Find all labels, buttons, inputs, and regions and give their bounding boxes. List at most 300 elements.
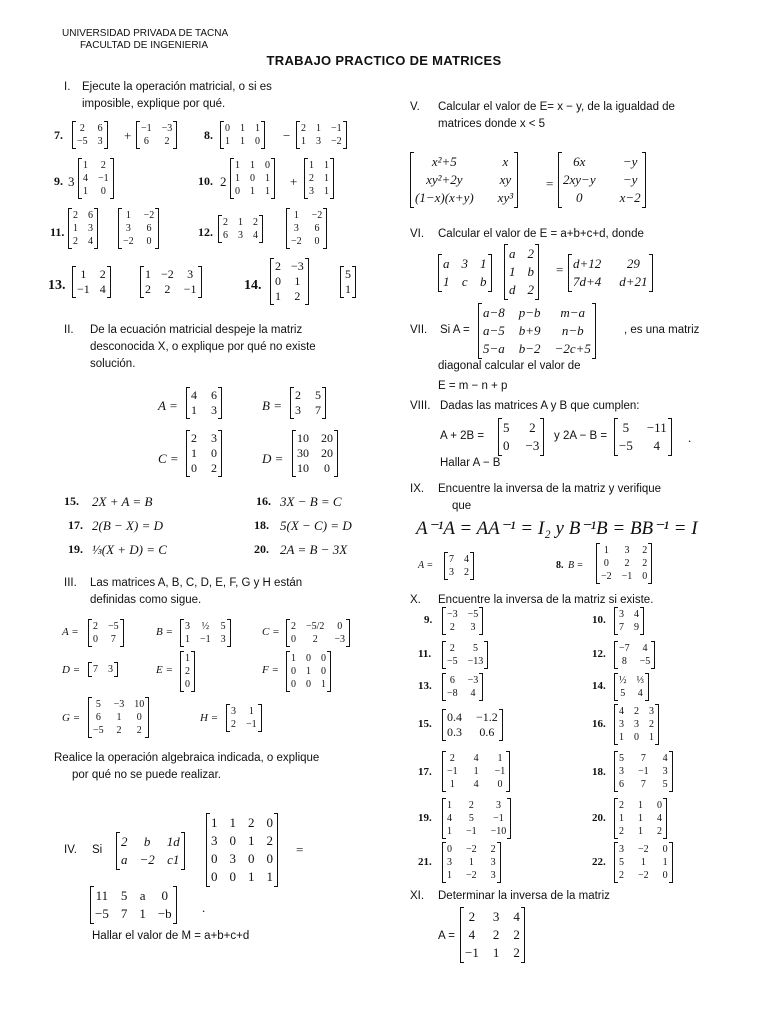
matrix-cell: 2 — [295, 388, 301, 402]
matrix-cell: 1 — [293, 210, 299, 221]
x-12-matrix — [614, 641, 655, 669]
matrix-cell: 2 — [619, 800, 624, 811]
matrix-cell: 4 — [191, 388, 197, 402]
matrix-cell: 0 — [634, 732, 639, 743]
matrix-cell: −3 — [113, 699, 125, 710]
matrix-cell: 3 — [649, 706, 654, 717]
section-ii-roman: II. — [64, 324, 74, 336]
matrix-cell: 0 — [447, 844, 452, 855]
x-19-matrix — [442, 798, 511, 839]
def-b-label: B = — [262, 398, 282, 413]
eq-19-number: 19. — [68, 542, 83, 556]
section-iv-roman: IV. — [64, 844, 78, 856]
matrix-cell: 3 — [634, 719, 639, 730]
matrix-cell: 1 — [638, 800, 643, 811]
section-viii-roman: VIII. — [410, 400, 431, 412]
matrix-cell: c — [461, 274, 468, 289]
matrix-cell: 2 — [642, 545, 648, 556]
matrix-cell: 0 — [100, 186, 106, 197]
problem-7-matrix-a — [72, 121, 108, 149]
def-c-matrix — [186, 430, 222, 477]
matrix-cell: 3 — [470, 622, 476, 633]
m-h-label: H = — [200, 712, 219, 724]
x-21-matrix — [442, 842, 501, 883]
x-15-matrix — [442, 709, 503, 741]
matrix-cell: −5 — [467, 609, 479, 620]
matrix-cell: 6 — [95, 712, 101, 723]
matrix-cell: 1 — [321, 679, 326, 690]
matrix-cell: 2 — [513, 945, 520, 960]
matrix-cell: 1 — [235, 160, 240, 171]
section-vii-roman: VII. — [410, 324, 428, 336]
matrix-cell: 1 — [73, 223, 78, 234]
section-viii-hallar: Hallar A − B — [440, 457, 501, 469]
matrix-cell: 0 — [497, 779, 503, 790]
matrix-cell: 1 — [468, 857, 474, 868]
eq-15-text: 2X + A = B — [92, 494, 153, 509]
matrix-cell: 4 — [468, 927, 476, 942]
matrix-cell: −1 — [246, 719, 257, 730]
matrix-cell: 5 — [220, 621, 226, 632]
matrix-cell: 5 — [619, 753, 624, 764]
matrix-cell: ⅓ — [636, 675, 644, 686]
section-xi-text: Determinar la inversa de la matriz — [438, 890, 610, 902]
eq-20-number: 20. — [254, 542, 269, 556]
faculty-name: FACULTAD DE INGENIERIA — [80, 40, 208, 51]
def-d-matrix — [292, 430, 338, 477]
matrix-cell: 2 — [529, 420, 536, 435]
matrix-cell: 1 — [603, 545, 609, 556]
matrix-cell: x — [502, 154, 509, 169]
section-iv-equals: = — [296, 842, 304, 857]
matrix-cell: −2 — [601, 571, 612, 582]
matrix-cell: 0 — [229, 869, 236, 884]
matrix-cell: xy — [499, 172, 512, 187]
m-g-label: G = — [62, 712, 81, 724]
matrix-cell: −2 — [638, 844, 649, 855]
section-iv-matrix-c — [90, 886, 177, 924]
matrix-cell: 0 — [503, 438, 510, 453]
section-iv-matrix-b — [206, 813, 278, 887]
matrix-cell: 1 — [345, 282, 351, 296]
problem-7-matrix-b — [136, 121, 177, 149]
matrix-cell: 1 — [185, 653, 190, 664]
matrix-cell: 3 — [238, 230, 243, 241]
matrix-cell: 1 — [509, 264, 516, 279]
matrix-cell: 3 — [211, 403, 217, 417]
matrix-cell: 6 — [146, 223, 152, 234]
matrix-cell: 2 — [116, 725, 122, 736]
matrix-cell: 5 — [620, 688, 626, 699]
matrix-cell: 1 — [275, 289, 281, 303]
matrix-cell: a — [121, 852, 128, 867]
matrix-cell: 3 — [108, 664, 113, 675]
matrix-cell: 1 — [306, 666, 311, 677]
x-10-matrix — [614, 607, 644, 635]
section-iii-text-2: definidas como sigue. — [90, 594, 202, 606]
problem-14-matrix-b — [340, 266, 356, 298]
matrix-cell: a−5 — [483, 323, 505, 338]
matrix-cell: −10 — [490, 826, 507, 837]
section-v-matrix-a — [410, 152, 518, 208]
section-ix-a-label: A = — [418, 560, 434, 571]
matrix-cell: 5 — [472, 643, 478, 654]
matrix-cell: 1 — [443, 274, 450, 289]
matrix-cell: 7 — [315, 403, 321, 417]
matrix-cell: −2 — [139, 852, 155, 867]
matrix-cell: −2 — [311, 210, 323, 221]
section-vii-tail: , es una matriz — [624, 324, 700, 336]
matrix-cell: 0 — [211, 446, 217, 460]
matrix-cell: 1 — [248, 869, 255, 884]
matrix-cell: 3 — [309, 186, 314, 197]
section-vii-text-2: diagonal calcular el valor de — [438, 360, 581, 372]
matrix-cell: 2 — [79, 123, 85, 134]
matrix-cell: 4 — [642, 643, 648, 654]
section-xi-roman: XI. — [410, 890, 425, 902]
matrix-cell: −3 — [291, 259, 304, 273]
section-v-text-1: Calcular el valor de E= x − y, de la igualdad de — [438, 101, 675, 113]
matrix-cell: 2 — [145, 282, 151, 296]
problem-7-number: 7. — [54, 128, 63, 142]
matrix-cell: 1 — [619, 732, 624, 743]
matrix-cell: 0 — [250, 173, 255, 184]
matrix-cell: 2 — [121, 834, 128, 849]
problem-10-scalar: 2 — [220, 174, 227, 189]
x-17-number: 17. — [418, 766, 432, 778]
matrix-cell: −1 — [466, 826, 477, 837]
matrix-cell: 2 — [624, 558, 630, 569]
matrix-cell: 1 — [240, 136, 245, 147]
matrix-cell: 1 — [619, 813, 624, 824]
matrix-cell: −y — [622, 154, 638, 169]
matrix-cell: 7 — [449, 554, 454, 565]
matrix-cell: 0 — [291, 634, 296, 645]
matrix-cell: d — [509, 282, 516, 297]
matrix-cell: 0 — [248, 851, 255, 866]
m-d-matrix — [88, 662, 118, 677]
section-vi-roman: VI. — [410, 228, 425, 240]
problem-12-matrix-b — [286, 208, 327, 249]
section-ix-b-matrix — [596, 543, 652, 584]
matrix-cell: 1 — [83, 160, 88, 171]
matrix-cell: 1 — [638, 826, 643, 837]
matrix-cell: 0 — [185, 679, 190, 690]
matrix-cell: 3 — [495, 800, 501, 811]
matrix-cell: −1 — [493, 813, 504, 824]
matrix-cell: 6 — [97, 123, 103, 134]
section-iv-dot: . — [202, 900, 206, 915]
matrix-cell: 0 — [255, 136, 260, 147]
matrix-cell: 0 — [324, 461, 330, 475]
matrix-cell: 5 — [662, 779, 668, 790]
matrix-cell: 2 — [73, 236, 78, 247]
problem-11-matrix-a — [68, 208, 98, 249]
matrix-cell: b — [143, 834, 151, 849]
matrix-cell: xy²+2y — [426, 172, 463, 187]
section-v-matrix-b — [558, 152, 646, 208]
matrix-cell: −5 — [108, 621, 119, 632]
matrix-cell: 1 — [294, 274, 301, 288]
matrix-cell: 2 — [223, 217, 228, 228]
matrix-cell: 1 — [324, 186, 329, 197]
matrix-cell: 2 — [253, 217, 258, 228]
matrix-cell: 1 — [211, 815, 218, 830]
matrix-cell: −1 — [77, 282, 90, 296]
section-i-text-2: imposible, explique por qué. — [82, 98, 226, 110]
matrix-cell: 0 — [235, 186, 240, 197]
matrix-cell: 5 — [503, 420, 510, 435]
matrix-cell: −3 — [467, 675, 479, 686]
matrix-cell: 1 — [248, 706, 254, 717]
def-c-label: C = — [158, 451, 179, 466]
matrix-cell: 1 — [649, 732, 654, 743]
section-viii-matrix-2 — [614, 418, 672, 456]
matrix-cell: 0 — [229, 833, 236, 848]
matrix-cell: 1 — [265, 173, 270, 184]
section-vi-matrix-a — [438, 254, 492, 292]
matrix-cell: 6 — [449, 675, 455, 686]
section-vi-equals: = — [556, 262, 564, 277]
matrix-cell: d+12 — [573, 256, 602, 271]
section-vi-matrix-c — [568, 254, 653, 292]
matrix-cell: 2 — [185, 666, 190, 677]
matrix-cell: 2 — [449, 622, 455, 633]
matrix-cell: 2 — [490, 844, 496, 855]
matrix-cell: 0 — [314, 236, 320, 247]
matrix-cell: 4 — [99, 282, 106, 296]
matrix-cell: 3 — [662, 766, 668, 777]
matrix-cell: 1 — [324, 160, 329, 171]
matrix-cell: −5 — [95, 906, 109, 921]
matrix-cell: 1 — [80, 267, 87, 281]
matrix-cell: 0 — [265, 160, 270, 171]
matrix-cell: 2 — [191, 431, 197, 445]
matrix-cell: −2 — [331, 136, 342, 147]
matrix-cell: 1 — [309, 160, 314, 171]
matrix-cell: a — [443, 256, 450, 271]
matrix-cell: 10 — [297, 431, 309, 445]
matrix-cell: 2 — [449, 643, 455, 654]
matrix-cell: 3 — [97, 136, 103, 147]
matrix-cell: 2 — [527, 246, 534, 261]
matrix-cell: 4 — [653, 438, 661, 453]
matrix-cell: 2 — [513, 927, 520, 942]
matrix-cell: 3 — [211, 833, 218, 848]
problem-10-number: 10. — [198, 174, 213, 188]
matrix-cell: −b — [157, 906, 172, 921]
matrix-cell: 0 — [306, 653, 311, 664]
m-a-label: A = — [62, 626, 79, 638]
matrix-cell: 2 — [642, 558, 648, 569]
matrix-cell: 6 — [88, 210, 93, 221]
matrix-cell: 2 — [164, 282, 171, 296]
matrix-cell: n−b — [561, 323, 584, 338]
matrix-cell: 2 — [291, 621, 296, 632]
matrix-cell: 1 — [324, 173, 329, 184]
x-14-matrix — [614, 673, 649, 701]
matrix-cell: 1 — [240, 123, 245, 134]
matrix-cell: −1 — [141, 123, 152, 134]
m-h-matrix — [226, 704, 262, 732]
problem-10-operator: + — [290, 174, 298, 189]
matrix-cell: 2 — [619, 826, 624, 837]
problem-8-number: 8. — [204, 128, 213, 142]
matrix-cell: 1 — [291, 653, 296, 664]
problem-8-matrix-a — [220, 121, 265, 149]
matrix-cell: 2 — [464, 567, 469, 578]
matrix-cell: 5 — [120, 888, 128, 903]
x-21-number: 21. — [418, 856, 432, 868]
section-x-roman: X. — [410, 594, 421, 606]
eq-16-text: 3X − B = C — [280, 494, 342, 509]
matrix-cell: 2 — [527, 282, 534, 297]
matrix-cell: 3 — [619, 719, 624, 730]
matrix-cell: 1 — [480, 256, 487, 271]
m-b-matrix — [180, 619, 231, 647]
section-vi-matrix-b — [504, 244, 539, 300]
matrix-cell: 2 — [231, 719, 236, 730]
matrix-cell: 7 — [640, 753, 646, 764]
matrix-cell: 1 — [250, 186, 255, 197]
matrix-cell: 3 — [293, 223, 299, 234]
section-i-roman: I. — [64, 81, 71, 93]
section-x-text: Encuentre la inversa de la matriz si existe. — [438, 594, 654, 606]
matrix-cell: −2 — [638, 870, 649, 881]
matrix-cell: 1 — [229, 815, 236, 830]
problem-12-number: 12. — [198, 225, 213, 239]
matrix-cell: 2 — [100, 160, 106, 171]
problem-11-number: 11. — [50, 225, 65, 239]
matrix-cell: 0.3 — [447, 725, 462, 739]
matrix-cell: b+9 — [518, 323, 541, 338]
matrix-cell: 0 — [642, 571, 648, 582]
section-ix-a-matrix — [444, 552, 474, 580]
section-ix-b-number: 8. — [556, 560, 564, 571]
matrix-cell: 2 — [73, 210, 78, 221]
problem-13-number: 13. — [48, 278, 66, 293]
problem-10-matrix-b — [304, 158, 334, 199]
matrix-cell: 2xy−y — [563, 172, 596, 187]
matrix-cell: 1 — [316, 123, 321, 134]
university-name: UNIVERSIDAD PRIVADA DE TACNA — [62, 28, 229, 39]
section-iv-hallar: Hallar el valor de M = a+b+c+d — [92, 930, 250, 942]
matrix-cell: 6 — [619, 779, 624, 790]
matrix-cell: 1 — [449, 779, 455, 790]
m-e-matrix — [180, 651, 195, 692]
matrix-cell: 1 — [83, 186, 88, 197]
eq-17-text: 2(B − X) = D — [92, 518, 163, 533]
matrix-cell: 1 — [447, 800, 452, 811]
eq-18-number: 18. — [254, 518, 269, 532]
x-17-matrix — [442, 751, 510, 792]
matrix-cell: 1 — [638, 813, 643, 824]
matrix-cell: 0 — [225, 123, 230, 134]
matrix-cell: −1 — [465, 945, 479, 960]
matrix-cell: 0 — [211, 851, 218, 866]
matrix-cell: 3 — [490, 870, 496, 881]
matrix-cell: 7 — [110, 634, 116, 645]
matrix-cell: 1 — [145, 267, 151, 281]
matrix-cell: 0 — [337, 621, 343, 632]
matrix-cell: 0 — [146, 236, 152, 247]
matrix-cell: 4 — [662, 753, 668, 764]
matrix-cell: 4 — [637, 688, 643, 699]
matrix-cell: −2 — [466, 844, 477, 855]
matrix-cell: 3 — [211, 431, 217, 445]
section-vi-text: Calcular el valor de E = a+b+c+d, donde — [438, 228, 644, 240]
matrix-cell: 2 — [309, 173, 314, 184]
matrix-cell: 1 — [238, 217, 243, 228]
matrix-cell: b — [527, 264, 534, 279]
matrix-cell: −2 — [123, 236, 134, 247]
x-19-number: 19. — [418, 812, 432, 824]
matrix-cell: −5/2 — [306, 621, 325, 632]
matrix-cell: 5 — [315, 388, 321, 402]
matrix-cell: 2 — [634, 706, 639, 717]
matrix-cell: 2 — [468, 800, 474, 811]
matrix-cell: 3 — [125, 223, 131, 234]
matrix-cell: 1 — [447, 826, 452, 837]
problem-13-matrix-b — [140, 266, 202, 298]
matrix-cell: −1 — [447, 766, 458, 777]
matrix-cell: 0 — [662, 870, 668, 881]
realice-text-2: por qué no se puede realizar. — [72, 769, 221, 781]
matrix-cell: 20 — [321, 431, 333, 445]
matrix-cell: 3 — [619, 609, 624, 620]
matrix-cell: 1 — [447, 870, 452, 881]
matrix-cell: 3 — [229, 851, 236, 866]
matrix-cell: 1 — [473, 766, 479, 777]
m-a-matrix — [88, 619, 124, 647]
matrix-cell: x−2 — [619, 190, 641, 205]
m-e-label: E = — [156, 664, 173, 676]
matrix-cell: −3 — [525, 438, 540, 453]
section-viii-matrix-1 — [498, 418, 544, 456]
realice-text-1: Realice la operación algebraica indicada, o explique — [54, 752, 320, 764]
section-iii-roman: III. — [64, 577, 77, 589]
matrix-cell: 0 — [161, 888, 169, 903]
m-g-matrix — [88, 697, 149, 738]
matrix-cell: 1 — [250, 160, 255, 171]
matrix-cell: 29 — [626, 256, 640, 271]
matrix-cell: 4 — [83, 173, 88, 184]
matrix-cell: 0 — [136, 712, 142, 723]
matrix-cell: −2 — [143, 210, 155, 221]
m-b-label: B = — [156, 626, 173, 638]
matrix-cell: 2 — [449, 753, 455, 764]
matrix-cell: 9 — [634, 622, 639, 633]
matrix-cell: d+21 — [619, 274, 648, 289]
matrix-cell: −13 — [467, 656, 484, 667]
section-iii-text-1: Las matrices A, B, C, D, E, F, G y H están — [90, 577, 303, 589]
matrix-cell: 1 — [248, 833, 255, 848]
eq-15-number: 15. — [64, 494, 79, 508]
matrix-cell: −3 — [161, 123, 173, 134]
matrix-cell: 30 — [297, 446, 309, 460]
matrix-cell: 0.6 — [479, 725, 495, 739]
matrix-cell: 7 — [93, 664, 98, 675]
section-ix-text-1: Encuentre la inversa de la matriz y verifique — [438, 483, 662, 495]
matrix-cell: −5 — [639, 656, 651, 667]
eq-16-number: 16. — [256, 494, 271, 508]
matrix-cell: 1 — [125, 210, 131, 221]
x-18-number: 18. — [592, 766, 606, 778]
matrix-cell: ½ — [619, 675, 627, 686]
matrix-cell: 1 — [139, 906, 146, 921]
matrix-cell: xy³ — [497, 190, 514, 205]
matrix-cell: −1 — [621, 571, 633, 582]
